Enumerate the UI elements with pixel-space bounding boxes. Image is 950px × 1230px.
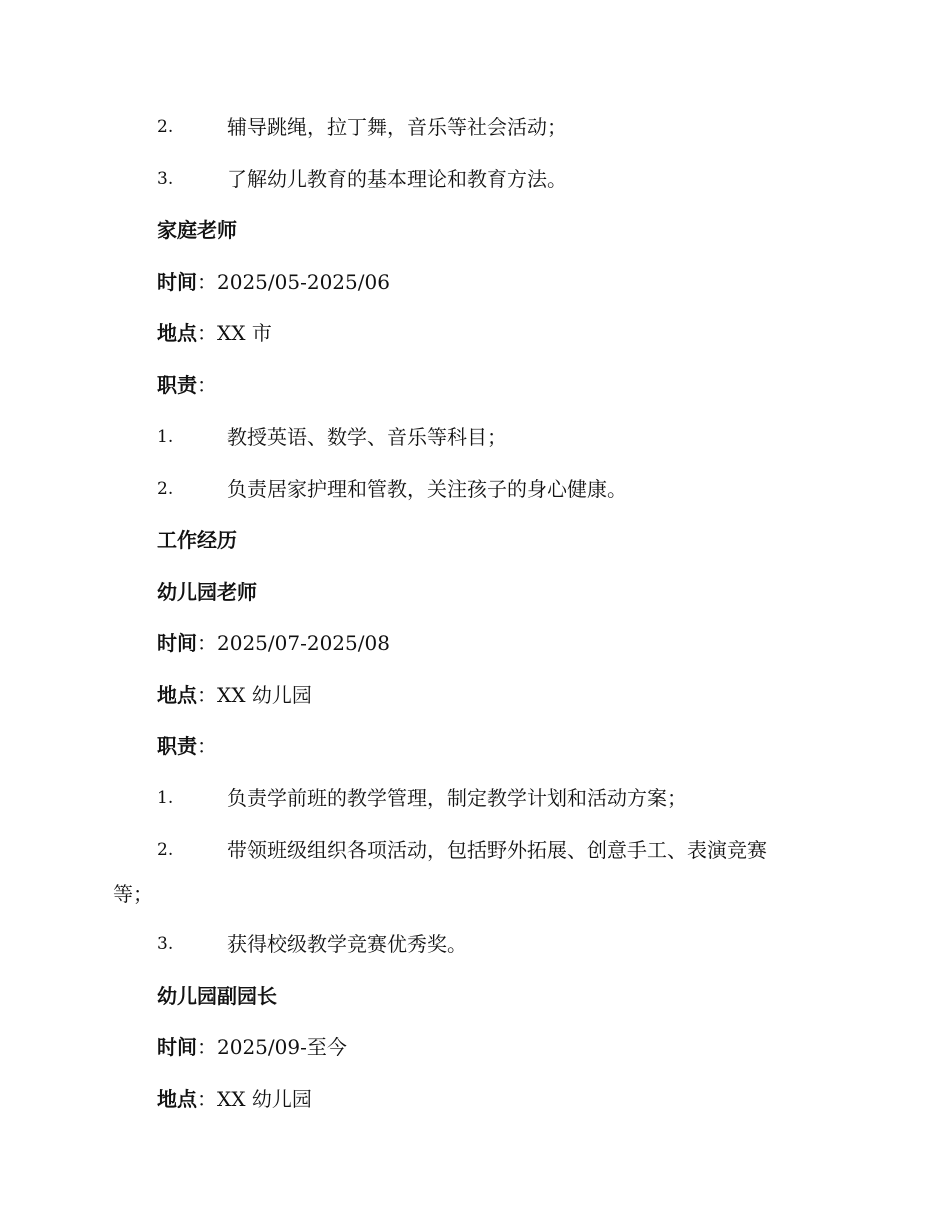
colon: ： [197,683,217,707]
list-number: 1. [157,427,174,447]
place-row [157,318,272,348]
section-title: 工作经历 [157,528,237,552]
job-title: 家庭老师 [157,218,237,242]
list-text: 带领班级组织各项活动，包括野外拓展、创意手工、表演竞赛 [227,838,767,862]
colon: ： [197,1087,217,1111]
list-number: 3. [157,934,174,954]
time-value: 2025/05-2025/06 [217,270,390,294]
duty-row [157,731,217,761]
time-value: 2025/09-至今 [217,1035,347,1059]
colon: ： [197,373,217,397]
place-value: XX 幼儿园 [217,683,312,707]
time-label: 时间 [157,1035,197,1059]
duty-label: 职责 [157,373,197,397]
time-row [157,1032,347,1062]
place-row [157,680,312,710]
list-text-continued: 等； [113,882,153,906]
time-row [157,628,390,658]
colon: ： [197,270,217,294]
duty-label: 职责 [157,734,197,758]
list-text: 负责居家护理和管教，关注孩子的身心健康。 [227,477,627,501]
place-value: XX 幼儿园 [217,1087,312,1111]
list-text: 负责学前班的教学管理，制定教学计划和活动方案； [227,786,687,810]
time-label: 时间 [157,631,197,655]
colon: ： [197,734,217,758]
list-number: 2. [157,840,174,860]
list-text: 教授英语、数学、音乐等科目； [227,425,507,449]
place-label: 地点 [157,321,197,345]
place-row [157,1084,312,1114]
time-label: 时间 [157,270,197,294]
list-number: 3. [157,169,174,189]
place-label: 地点 [157,683,197,707]
duty-row [157,370,217,400]
job-title: 幼儿园老师 [157,580,257,604]
list-text: 辅导跳绳，拉丁舞，音乐等社会活动； [227,115,567,139]
colon: ： [197,321,217,345]
time-row [157,267,390,297]
list-number: 1. [157,788,174,808]
place-value: XX 市 [217,321,272,345]
list-number: 2. [157,117,174,137]
place-label: 地点 [157,1087,197,1111]
time-value: 2025/07-2025/08 [217,631,390,655]
job-title: 幼儿园副园长 [157,984,277,1008]
list-number: 2. [157,479,174,499]
colon: ： [197,631,217,655]
list-text: 获得校级教学竞赛优秀奖。 [227,932,467,956]
colon: ： [197,1035,217,1059]
list-text: 了解幼儿教育的基本理论和教育方法。 [227,167,567,191]
